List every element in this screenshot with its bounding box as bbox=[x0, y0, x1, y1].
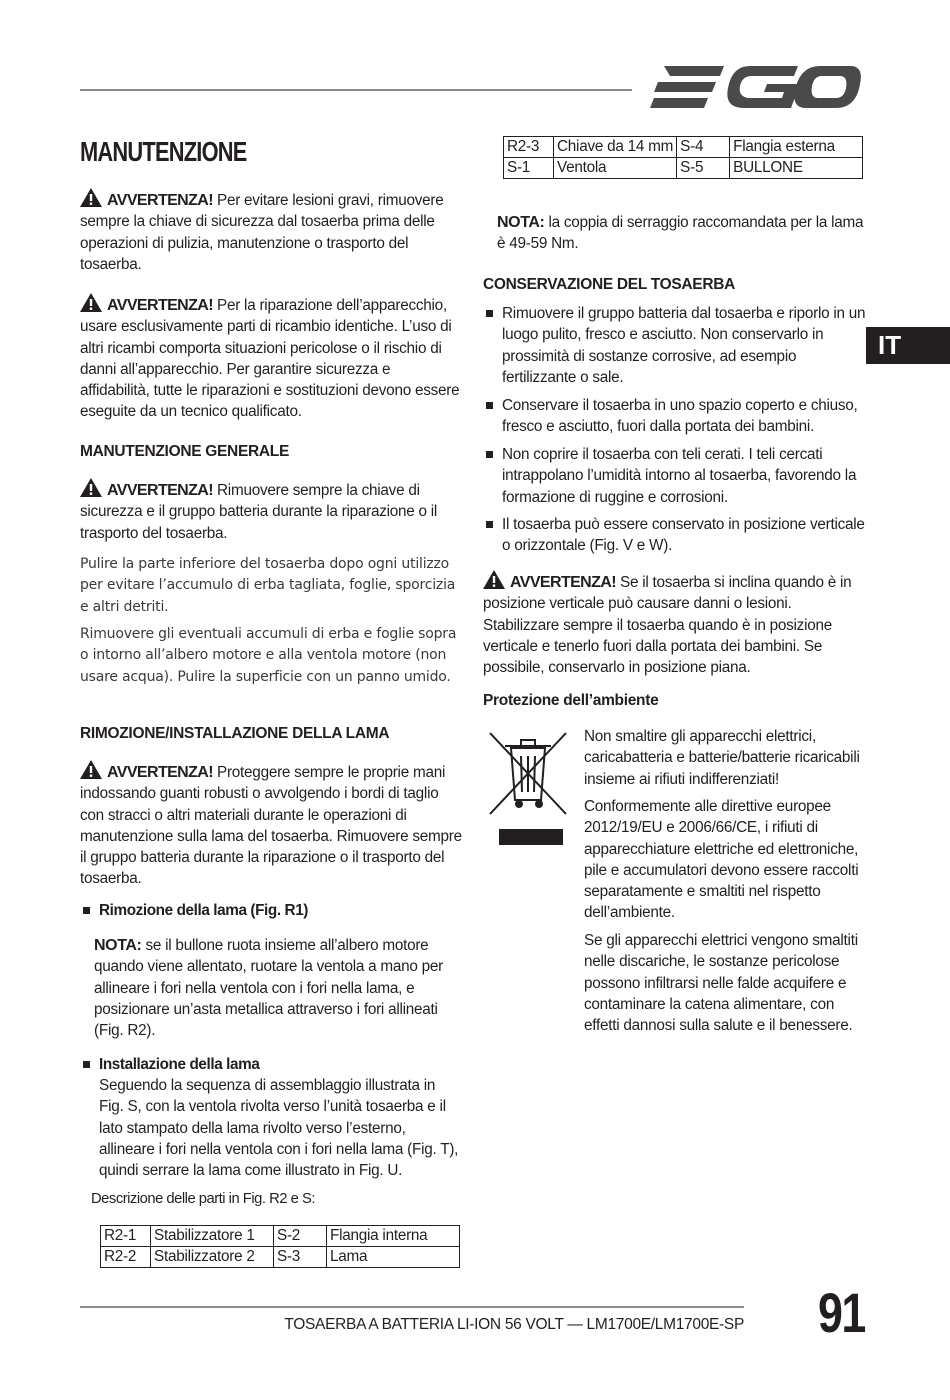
header-rule bbox=[80, 89, 632, 91]
warning-triangle-icon bbox=[483, 570, 505, 589]
bullet-square-icon bbox=[486, 310, 493, 317]
list-item-blade-removal bbox=[80, 900, 462, 921]
table-cell: BULLONE bbox=[730, 158, 863, 179]
list-item-blade-install bbox=[80, 1054, 462, 1075]
warning-label: AVVERTENZA! bbox=[107, 297, 213, 314]
list-item bbox=[483, 444, 868, 508]
bullet-square-icon bbox=[486, 521, 493, 528]
table-cell: R2-2 bbox=[101, 1247, 151, 1268]
heading-general-maintenance: MANUTENZIONE GENERALE bbox=[80, 443, 289, 460]
parts-caption: Descrizione delle parti in Fig. R2 e S: bbox=[91, 1191, 315, 1207]
paragraph-clean-underside: Pulire la parte inferiore del tosaerba dopo ogni utilizzo per evitare l’accumulo di erba tagliata, foglie, sporcizia e altri detriti. bbox=[80, 556, 456, 615]
table-cell: R2-1 bbox=[101, 1226, 151, 1247]
warning-text: Se il tosaerba si inclina quando è in posizione verticale può causare danni o lesioni. Stabilizzare sempre il tosaerba quando è in posizione verticale e tenerlo fuori dalla portata dei bambini. Se possibile, conservarlo in posizione piana. bbox=[483, 574, 852, 677]
warning-text: Proteggere sempre le proprie mani indossando guanti robusti o avvolgendo i bordi di taglio con stracci o altri materiali durante le operazioni di manutenzione sulla lama del tosaerba. Rimuovere sempre il gruppo batteria durante la riparazione o il trasporto del tosaerba. bbox=[80, 764, 462, 888]
list-item-text: Il tosaerba può essere conservato in posizione verticale o orizzontale (Fig. V e W). bbox=[502, 516, 865, 555]
heading-blade: RIMOZIONE/INSTALLAZIONE DELLA LAMA bbox=[80, 725, 390, 742]
note-label: NOTA: bbox=[94, 937, 142, 954]
note-text: se il bullone ruota insieme all’albero motore quando viene allentato, ruotare la ventola a mano per allineare i fori nella ventola con i fori nella lama, e posizionare un’asta metallica attraverso i fori allineati (Fig. R2). bbox=[94, 937, 444, 1040]
table-row bbox=[101, 1226, 460, 1247]
table-cell: Lama bbox=[327, 1247, 460, 1268]
table-cell: Flangia interna bbox=[327, 1226, 460, 1247]
table-cell: S-5 bbox=[677, 158, 730, 179]
list-item-text: Non coprire il tosaerba con teli cerati. I teli cercati intrappolano l’umidità intorno al tosaerba, favorendo la formazione di ruggine e corrosioni. bbox=[502, 446, 857, 506]
bullet-square-icon bbox=[486, 402, 493, 409]
warning-label: AVVERTENZA! bbox=[107, 482, 213, 499]
note-text: la coppia di serraggio raccomandata per la lama è 49-59 Nm. bbox=[497, 214, 864, 253]
list-item bbox=[483, 395, 868, 438]
warning-safety-key bbox=[80, 188, 462, 275]
warning-triangle-icon bbox=[80, 188, 102, 207]
warning-triangle-icon bbox=[80, 760, 102, 779]
list-item-text: Conservare il tosaerba in uno spazio coperto e chiuso, fresco e asciutto, fuori dalla portata dei bambini. bbox=[502, 397, 858, 436]
warning-spare-parts bbox=[80, 293, 462, 423]
table-cell: Flangia esterna bbox=[730, 137, 863, 158]
heading-environment: Protezione dell’ambiente bbox=[483, 692, 659, 709]
table-cell: Ventola bbox=[554, 158, 677, 179]
table-row bbox=[101, 1247, 460, 1268]
note-blade-removal bbox=[94, 935, 456, 1041]
list-item bbox=[483, 514, 868, 557]
warning-triangle-icon bbox=[80, 478, 102, 497]
bullet-square-icon bbox=[83, 1061, 90, 1068]
env-paragraph-2: Conformemente alle direttive europee 2012/19/EU e 2006/66/CE, i rifiuti di apparecchiature elettriche ed elettroniche, pile e accumulatori devono essere raccolti separatamente e smaltiti nel rispetto dell’ambiente. bbox=[584, 798, 859, 922]
language-tab: IT bbox=[866, 327, 950, 364]
table-cell: Stabilizzatore 1 bbox=[151, 1226, 274, 1247]
bullet-square-icon bbox=[83, 907, 90, 914]
bullet-square-icon bbox=[486, 451, 493, 458]
note-torque bbox=[497, 212, 867, 255]
page-number: 91 bbox=[818, 1281, 865, 1344]
env-paragraph-1: Non smaltire gli apparecchi elettrici, caricabatteria e batterie/batterie ricaricabili insieme ai rifiuti indifferenziati! bbox=[584, 728, 860, 788]
paragraph-remove-debris: Rimuovere gli eventuali accumuli di erba e foglie sopra o intorno all’albero motore e alla ventola motore (non usare acqua). Pulire la superficie con un panno umido. bbox=[80, 626, 457, 685]
list-item-label: Rimozione della lama (Fig. R1) bbox=[99, 902, 308, 919]
footer-product-title: TOSAERBA A BATTERIA LI-ION 56 VOLT — LM1700E/LM1700E-SP bbox=[284, 1316, 744, 1333]
table-cell: S-2 bbox=[274, 1226, 327, 1247]
install-instructions: Seguendo la sequenza di assemblaggio illustrata in Fig. S, con la ventola rivolta verso l’unità tosaerba e il lato stampato della lama rivolto verso l’esterno, allineare i fori nella ventola con i fori nella lama (Fig. T), quindi serrare la lama come illustrato in Fig. U. bbox=[99, 1077, 459, 1180]
warning-blade-handling bbox=[80, 760, 462, 890]
crossed-out-bin-icon bbox=[487, 730, 569, 848]
warning-triangle-icon bbox=[80, 293, 102, 312]
list-item bbox=[483, 303, 868, 388]
list-item-label: Installazione della lama bbox=[99, 1056, 260, 1073]
warning-battery-removal bbox=[80, 478, 462, 544]
table-cell: Stabilizzatore 2 bbox=[151, 1247, 274, 1268]
warning-label: AVVERTENZA! bbox=[107, 192, 213, 209]
table-cell: S-4 bbox=[677, 137, 730, 158]
warning-label: AVVERTENZA! bbox=[510, 574, 616, 591]
table-cell: Chiave da 14 mm bbox=[554, 137, 677, 158]
table-cell: R2-3 bbox=[504, 137, 554, 158]
ego-logo bbox=[650, 62, 862, 114]
warning-storage-tilt bbox=[483, 570, 868, 678]
table-cell: S-1 bbox=[504, 158, 554, 179]
note-label: NOTA: bbox=[497, 214, 545, 231]
parts-table-left bbox=[100, 1225, 460, 1268]
list-item-text: Rimuovere il gruppo batteria dal tosaerba e riporlo in un luogo pulito, fresco e asciutto. Non conservarlo in prossimità di sostanze corrosive, ad esempio fertilizzante o sale. bbox=[502, 305, 866, 386]
table-cell: S-3 bbox=[274, 1247, 327, 1268]
table-row bbox=[504, 158, 863, 179]
warning-text: Per la riparazione dell’apparecchio, usare esclusivamente parti di ricambio identiche. L’uso di altri ricambi comporta situazioni pericolose o il rischio di danni all’apparecchio. Per garantire sicurezza e affidabilità, tutte le riparazioni e sostituzioni devono essere eseguite da un tecnico qualificato. bbox=[80, 297, 460, 421]
warning-label: AVVERTENZA! bbox=[107, 764, 213, 781]
footer-rule bbox=[80, 1306, 744, 1308]
page-title: MANUTENZIONE bbox=[80, 136, 247, 167]
env-paragraph-3: Se gli apparecchi elettrici vengono smaltiti nelle discariche, le sostanze pericolose possono infiltrarsi nelle falde acquifere e contaminare la catena alimentare, con effetti dannosi sulla salute e il benessere. bbox=[584, 932, 858, 1035]
warning-text: Per evitare lesioni gravi, rimuovere sempre la chiave di sicurezza dal tosaerba prima delle operazioni di pulizia, manutenzione o trasporto del tosaerba. bbox=[80, 192, 444, 273]
heading-storage: CONSERVAZIONE DEL TOSAERBA bbox=[483, 276, 736, 293]
parts-table-right bbox=[503, 136, 863, 179]
warning-text: Rimuovere sempre la chiave di sicurezza e il gruppo batteria durante la riparazione o il trasporto del tosaerba. bbox=[80, 482, 438, 542]
table-row bbox=[504, 137, 863, 158]
